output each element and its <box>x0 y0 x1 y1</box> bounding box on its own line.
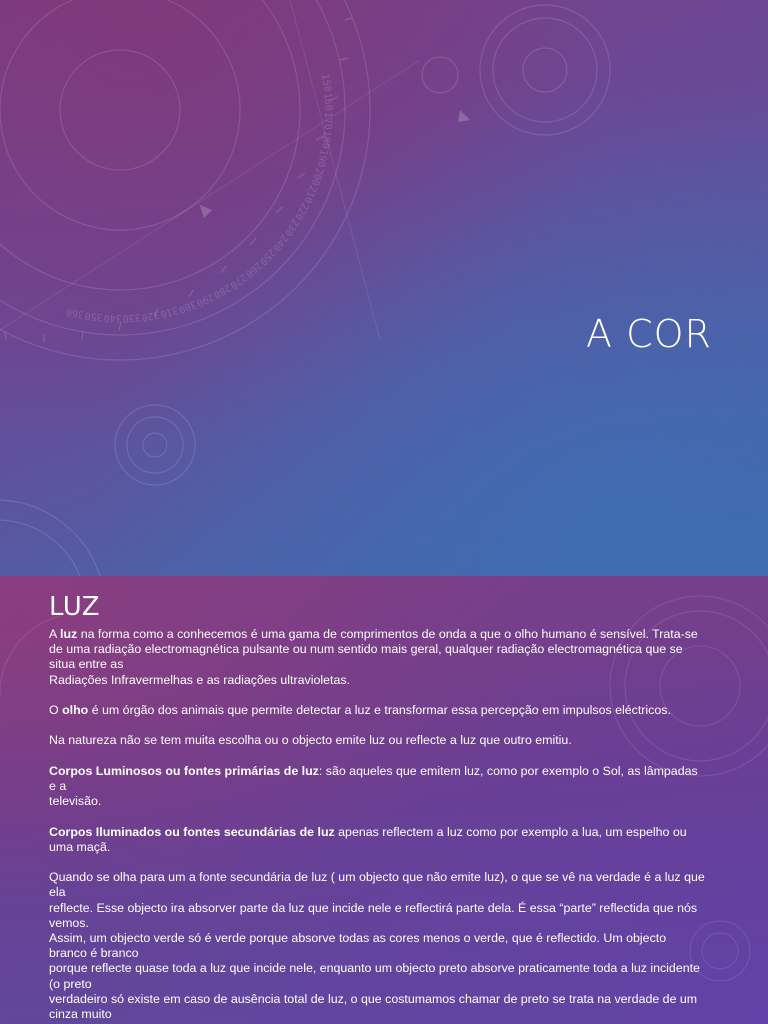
text-line: verdadeiro só existe em caso de ausência total de luz, o que costumamos chamar de preto se trata na verdade de um <box>49 991 698 1006</box>
text-line: branco é branco <box>49 946 139 961</box>
text-line: Radiações Infravermelhas e as radiações ultravioletas. <box>49 672 350 687</box>
bold-term: olho <box>62 703 89 717</box>
dial-number: 350 <box>84 309 104 323</box>
dial-number: 210 <box>301 183 319 205</box>
text-line: situa entre as <box>49 657 124 672</box>
text-line: televisão. <box>49 794 102 809</box>
text-line: porque reflecte quase toda a luz que incide nele, enquanto um objecto preto absorve praticamente toda a luz incidente <box>49 961 700 976</box>
paragraph-nature <box>49 733 729 748</box>
text-span: apenas reflectem a luz como por exemplo a lua, um espelho ou <box>334 824 687 839</box>
dial-number: 320 <box>140 308 161 323</box>
dial-number: 330 <box>122 311 142 324</box>
bold-term: Corpos Luminosos ou fontes primárias de luz <box>49 763 319 778</box>
dial-number: 280 <box>211 281 233 301</box>
dial-number: 290 <box>194 290 216 309</box>
dial-number: 360 <box>65 305 85 320</box>
dial-number: 310 <box>159 304 180 320</box>
text-span: : são aqueles que emitem luz, como por exemplo o Sol, as lâmpadas <box>318 763 698 778</box>
content-slide <box>0 576 768 1024</box>
dial-number: 250 <box>257 246 278 267</box>
text-span: é um órgão dos animais que permite detectar a luz e transformar essa percepção em impulsos eléctricos. <box>88 703 671 717</box>
slide-title: A COR <box>586 312 712 356</box>
paragraph-illuminated-bodies <box>49 825 729 855</box>
text-line: (o preto <box>49 976 92 991</box>
text-span: na forma como a conhecemos é uma gama de comprimentos de onda a que o olho humano é sensível. Trata-se <box>77 627 698 641</box>
slide-heading: LUZ <box>49 592 101 622</box>
text-line: ela <box>49 885 66 900</box>
dial-number: 180 <box>319 130 332 150</box>
dial-number: 270 <box>227 271 249 291</box>
text-line: Assim, um objecto verde só é verde porque absorve todas as cores menos o verde, que é reflectido. Um objecto <box>49 930 667 945</box>
dial-number: 190 <box>314 148 330 169</box>
bold-term: Corpos Iluminados ou fontes secundárias de luz <box>49 824 335 839</box>
paragraph-luminous-bodies <box>49 764 729 810</box>
text-line: de uma radiação electromagnética pulsante ou num sentido mais geral, qualquer radiação electromagnética que se <box>49 642 683 657</box>
dial-number: 230 <box>281 216 301 238</box>
text-line: uma maçã. <box>49 839 111 854</box>
text-line: e a <box>49 778 67 793</box>
dial-number: 300 <box>176 298 198 315</box>
text-span: A <box>49 627 61 641</box>
dial-number: 220 <box>292 200 311 222</box>
dial-number: 240 <box>270 231 290 254</box>
slide-body <box>49 627 729 1024</box>
text-line: Na natureza não se tem muita escolha ou o objecto emite luz ou reflecte a luz que outro emitiu. <box>49 733 572 748</box>
dial-number: 160 <box>321 92 334 112</box>
dial-number: 340 <box>103 312 122 324</box>
text-line: vemos. <box>49 915 89 930</box>
bold-term: luz <box>60 627 78 641</box>
dial-number: 200 <box>308 166 325 187</box>
paragraph-light <box>49 627 729 688</box>
paragraph-eye <box>49 703 729 718</box>
text-span: O <box>49 703 63 717</box>
text-line: Quando se olha para um a fonte secundária de luz ( um objecto que não emite luz), o que se vê na verdade é a luz que <box>49 870 705 885</box>
paragraph-secondary-source <box>49 870 729 1022</box>
text-line: reflecte. Esse objecto ira absorver parte da luz que incide nele e reflectirá parte dela. É essa “parte” reflectida que nós <box>49 900 698 915</box>
dial-number: 170 <box>321 111 333 130</box>
text-line: cinza muito <box>49 1007 112 1021</box>
dial-number: 150 <box>318 73 333 93</box>
dial-number: 260 <box>242 259 264 280</box>
